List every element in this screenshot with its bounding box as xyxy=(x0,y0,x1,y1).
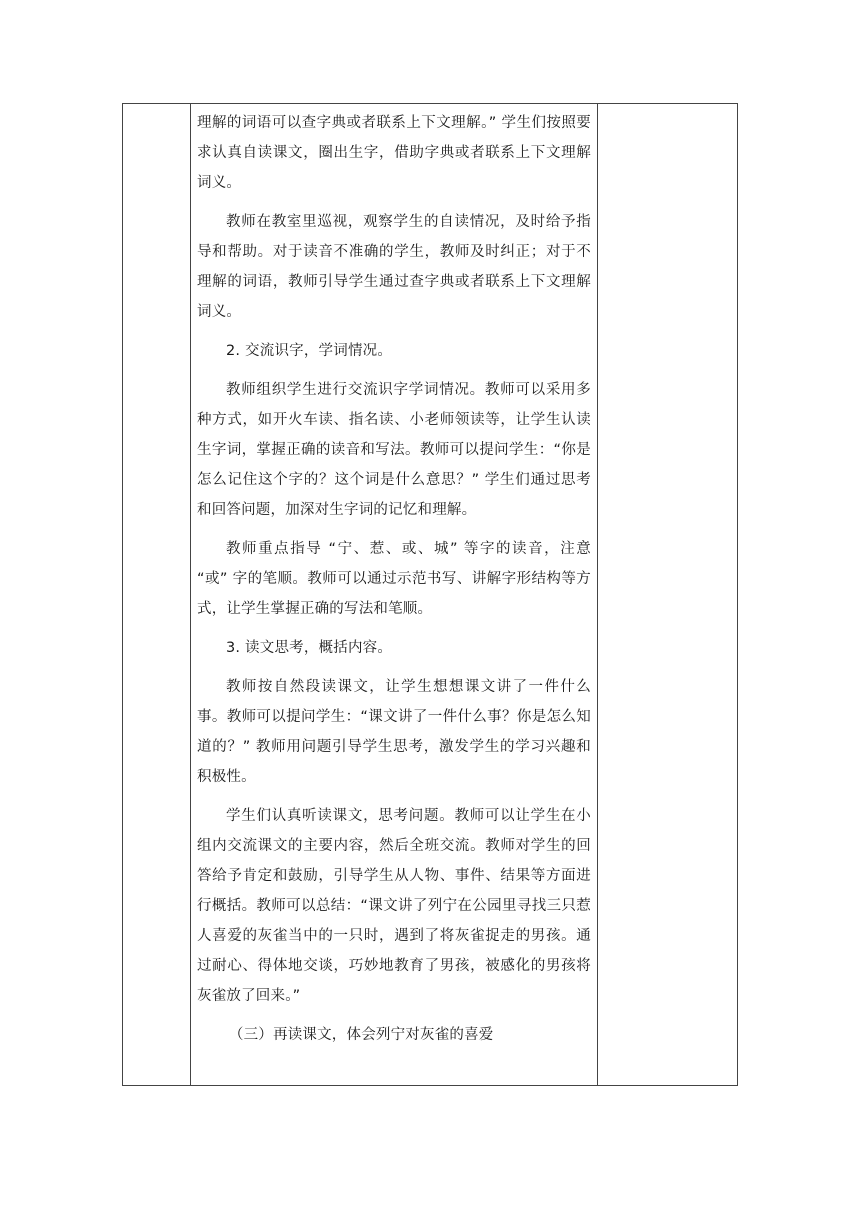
paragraph-4: 教师重点指导 “宁、惹、或、城” 等字的读音，注意 “或” 字的笔顺。教师可以通过示范书写、讲解字形结构等方式，让学生掌握正确的写法和笔顺。 xyxy=(197,541,591,617)
paragraph-2: 教师在教室里巡视，观察学生的自读情况，及时给予指导和帮助。对于读音不准确的学生，教师及时纠正；对于不理解的词语，教师引导学生通过查字典或者联系上下文理解词义。 xyxy=(197,214,591,320)
subsection-heading: （三）再读课文，体会列宁对灰雀的喜爱 xyxy=(228,1027,494,1043)
right-column-cell xyxy=(598,104,737,1085)
lesson-plan-table xyxy=(122,103,738,1086)
left-column-cell xyxy=(123,104,191,1085)
paragraph-6: 学生们认真听读课文，思考问题。教师可以让学生在小组内交流课文的主要内容，然后全班交流。教师对学生的回答给予肯定和鼓励，引导学生从人物、事件、结果等方面进行概括。教师可以总结：“课文讲了列宁在公园里寻找三只惹人喜爱的灰雀当中的一只时，遇到了将灰雀捉走的男孩。通过耐心、得体地交谈，巧妙地教育了男孩，被感化的男孩将灰雀放了回来。” xyxy=(197,808,591,1004)
content-column-cell xyxy=(191,104,598,1085)
paragraph-1: 理解的词语可以查字典或者联系上下文理解。” 学生们按照要求认真自读课文，圈出生字，借助字典或者联系上下文理解词义。 xyxy=(197,115,591,191)
paragraph-5: 教师按自然段读课文，让学生想想课文讲了一件什么事。教师可以提问学生：“课文讲了一件什么事？你是怎么知道的？” 教师用问题引导学生思考，激发学生的学习兴趣和积极性。 xyxy=(197,679,591,785)
section-heading-2: 2. 交流识字，学词情况。 xyxy=(226,343,393,359)
section-heading-3: 3. 读文思考，概括内容。 xyxy=(226,640,393,656)
paragraph-3: 教师组织学生进行交流识字学词情况。教师可以采用多种方式，如开火车读、指名读、小老师领读等，让学生认读生字词，掌握正确的读音和写法。教师可以提问学生：“你是怎么记住这个字的？这个词是什么意思？” 学生们通过思考和回答问题，加深对生字词的记忆和理解。 xyxy=(197,382,591,518)
